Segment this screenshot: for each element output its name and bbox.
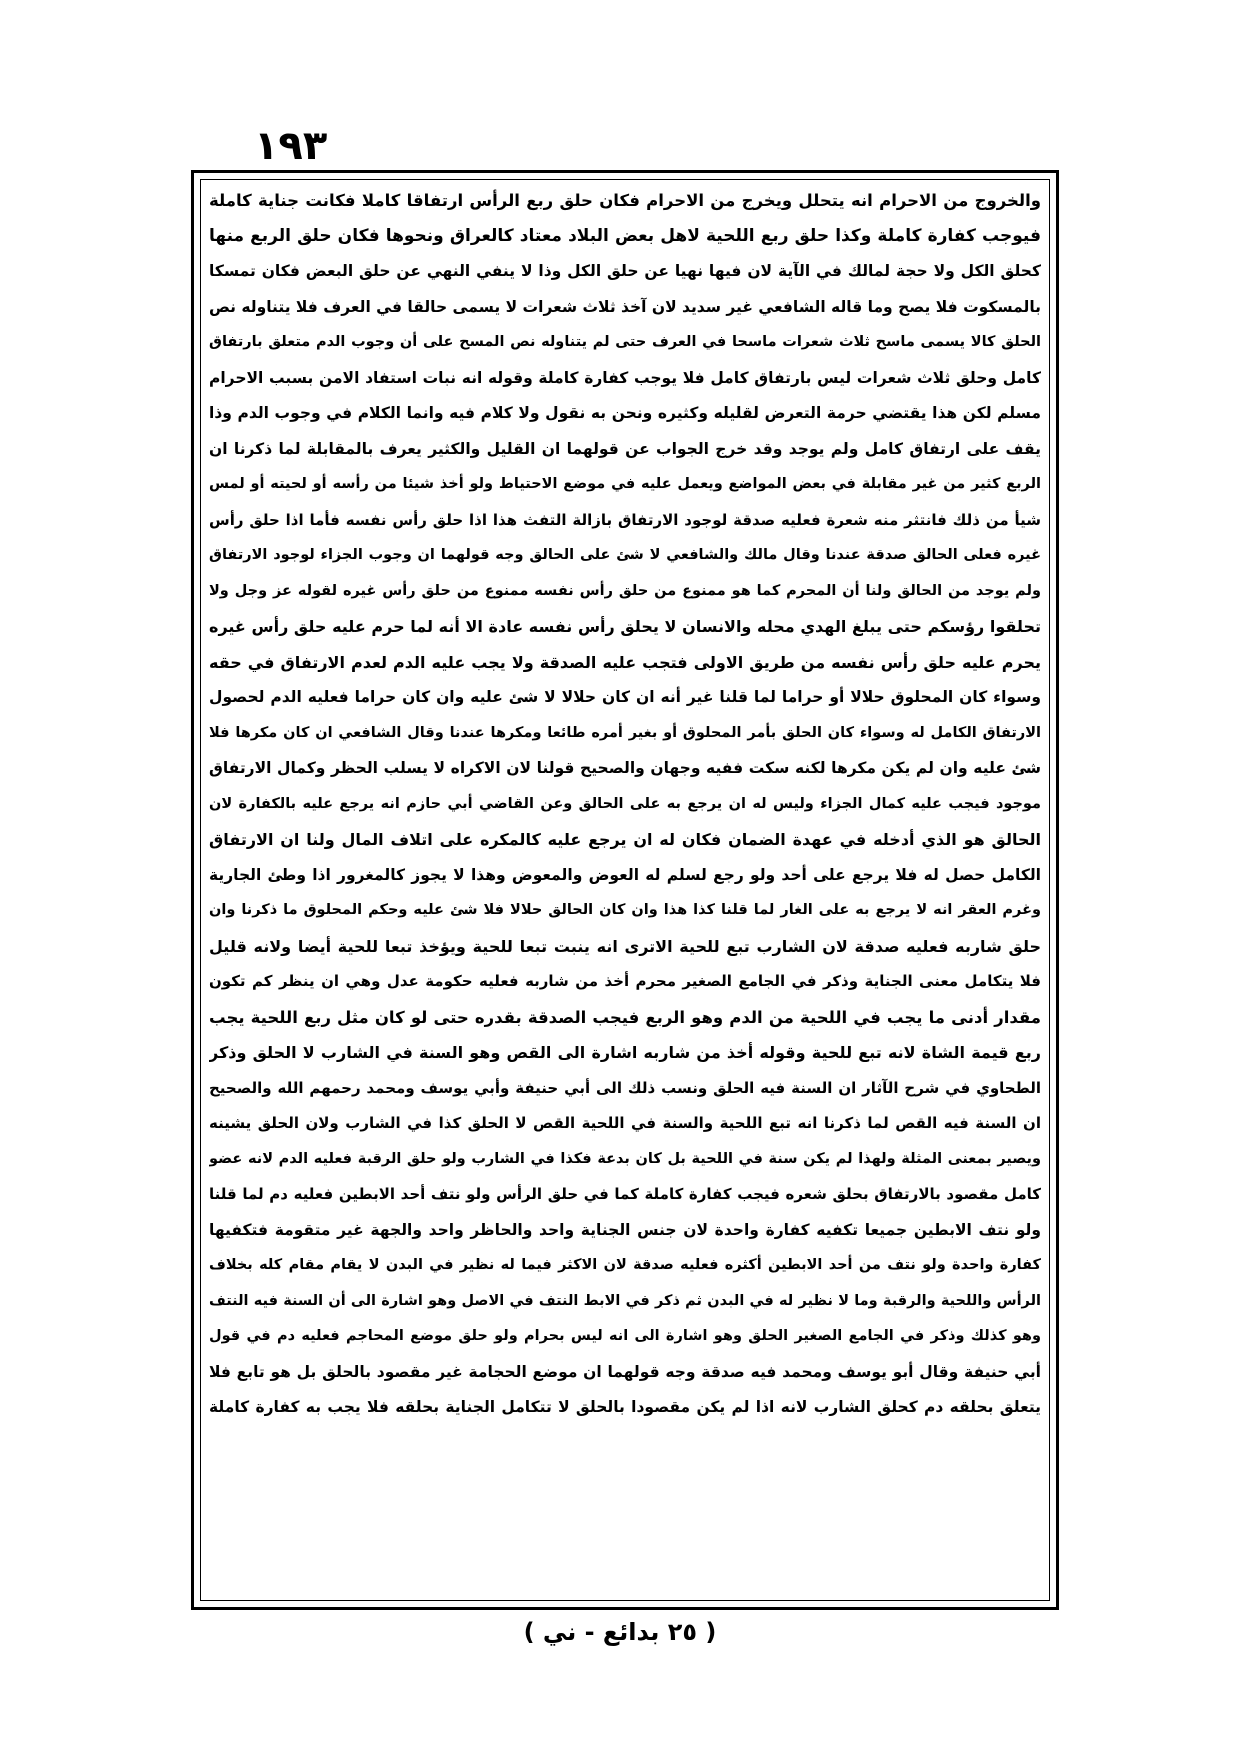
text-line: والخروج من الاحرام انه يتحلل ويخرج من الاحرام فكان حلق ربع الرأس ارتفاقا كاملا فكانت جناية كاملة xyxy=(209,191,1041,210)
text-line: الكامل حصل له فلا يرجع على أحد ولو رجع لسلم له العوض والمعوض وهذا لا يجوز كالمغرور اذا وطئ الجارية xyxy=(209,865,1041,884)
text-line: كامل مقصود بالارتفاق بحلق شعره فيجب كفارة كاملة كما في حلق الرأس ولو نتف أحد الابطين فعليه دم لما قلنا xyxy=(209,1185,1041,1203)
footer-signature: ( ٢٥ بدائع - ني ) xyxy=(523,1618,717,1646)
text-line: الطحاوي في شرح الآثار ان السنة فيه الحلق ونسب ذلك الى أبي حنيفة وأبي يوسف ومحمد رحمهم الله والصحيح xyxy=(209,1078,1041,1097)
text-line: حلق شاربه فعليه صدقة لان الشارب تبع للحية الاترى انه ينبت تبعا للحية ويؤخذ تبعا للحية أيضا ولانه قليل xyxy=(209,936,1041,956)
text-body xyxy=(209,183,1041,1426)
text-line: الارتفاق الكامل له وسواء كان الحلق بأمر المحلوق أو بغير أمره طائعا ومكرها عندنا وقال الشافعي ان كان مكرها فلا xyxy=(209,724,1041,741)
text-line: وسواء كان المحلوق حلالا أو حراما لما قلنا غير أنه ان كان حلالا لا شئ عليه وان كان حراما فعليه الدم لحصول xyxy=(209,688,1041,706)
text-line: بالمسكوت فلا يصح وما قاله الشافعي غير سديد لان آخذ ثلاث شعرات لا يسمى حالقا في العرف فلا يتناوله نص xyxy=(209,297,1041,316)
text-line: يتعلق بحلقه دم كحلق الشارب لانه اذا لم يكن مقصودا بالحلق لا تتكامل الجناية بحلقه فلا يجب به كفارة كاملة xyxy=(209,1398,1041,1416)
text-line: الربع كثير من غير مقابلة في بعض المواضع ويعمل عليه في موضع الاحتياط ولو أخذ شيئا من رأسه أو لحيته أو لمس xyxy=(209,476,1041,492)
text-line: شئ عليه وان لم يكن مكرها لكنه سكت ففيه وجهان والصحيح قولنا لان الاكراه لا يسلب الحظر وكمال الارتفاق xyxy=(209,759,1041,777)
text-line: ان السنة فيه القص لما ذكرنا انه تبع اللحية والسنة في اللحية القص لا الحلق كذا في الشارب ولان الحلق يشينه xyxy=(209,1114,1041,1132)
text-line: تحلقوا رؤسكم حتى يبلغ الهدي محله والانسان لا يحلق رأس نفسه عادة الا أنه لما حرم عليه حلق رأس غيره xyxy=(209,617,1041,636)
text-line: كفارة واحدة ولو نتف من أحد الابطين أكثره فعليه صدقة لان الاكثر فيما له نظير في البدن لا يقام مقام كله بخلاف xyxy=(209,1257,1041,1273)
text-line: يحرم عليه حلق رأس نفسه من طريق الاولى فتجب عليه الصدقة ولا يجب عليه الدم لعدم الارتفاق في حقه xyxy=(209,652,1041,672)
text-line: شيأ من ذلك فانتثر منه شعرة فعليه صدقة لوجود الارتفاق بازالة التفث هذا اذا حلق رأس نفسه فأما اذا حلق رأس xyxy=(209,510,1041,529)
text-line: وهو كذلك وذكر في الجامع الصغير الحلق وهو اشارة الى انه ليس بحرام ولو حلق موضع المحاجم فعليه دم في قول xyxy=(209,1328,1041,1344)
text-line: فلا يتكامل معنى الجناية وذكر في الجامع الصغير محرم أخذ من شاربه فعليه حكومة عدل وهي ان ينظر كم تكون xyxy=(209,972,1041,990)
text-line: فيوجب كفارة كاملة وكذا حلق ربع اللحية لاهل بعض البلاد معتاد كالعراق ونحوها فكان حلق الربع منها xyxy=(209,225,1041,246)
text-line: مسلم لكن هذا يقتضي حرمة التعرض لقليله وكثيره ونحن به نقول ولا كلام فيه وانما الكلام في وجوب الدم وذا xyxy=(209,404,1041,422)
page-border-inner xyxy=(200,179,1050,1601)
text-line: الحالق هو الذي أدخله في عهدة الضمان فكان له ان يرجع عليه كالمكره على اتلاف المال ولنا ان الارتفاق xyxy=(209,830,1041,849)
text-line: ولم يوجد من الحالق ولنا أن المحرم كما هو ممنوع من حلق رأس نفسه ممنوع من حلق رأس غيره لقوله عز وجل ولا xyxy=(209,582,1041,599)
text-line: ويصير بمعنى المثلة ولهذا لم يكن سنة في اللحية بل كان بدعة فكذا في الشارب ولو حلق الرقبة فعليه الدم لانه عضو xyxy=(209,1150,1041,1167)
text-line: ولو نتف الابطين جميعا تكفيه كفارة واحدة لان جنس الجناية واحد والحاظر واحد والجهة غير متقومة فتكفيها xyxy=(209,1220,1041,1239)
text-line: يقف على ارتفاق كامل ولم يوجد وقد خرج الجواب عن قولهما ان القليل والكثير يعرف بالمقابلة لما ذكرنا ان xyxy=(209,439,1041,458)
text-line: الرأس واللحية والرقبة وما لا نظير له في البدن ثم ذكر في الابط النتف في الاصل وهو اشارة الى أن السنة فيه النتف xyxy=(209,1292,1041,1309)
text-line: الحلق كالا يسمى ماسح ثلاث شعرات ماسحا في العرف حتى لم يتناوله نص المسح على أن وجوب الدم متعلق بارتفاق xyxy=(209,334,1041,350)
text-line: مقدار أدنى ما يجب في اللحية من الدم وهو الربع فيجب الصدقة بقدره حتى لو كان مثل ربع اللحية يجب xyxy=(209,1007,1041,1027)
page-number: ١٩٣ xyxy=(254,123,328,169)
text-line: ربع قيمة الشاة لانه تبع للحية وقوله أخذ من شاربه اشارة الى القص وهو السنة في الشارب لا الحلق وذكر xyxy=(209,1043,1041,1062)
page-border-outer xyxy=(191,170,1059,1610)
text-line: كامل وحلق ثلاث شعرات ليس بارتفاق كامل فلا يوجب كفارة كاملة وقوله انه نبات استفاد الامن بسبب الاحرام xyxy=(209,368,1041,387)
text-line: كحلق الكل ولا حجة لمالك في الآية لان فيها نهيا عن حلق الكل وذا لا ينفي النهي عن حلق البعض فكان تمسكا xyxy=(209,262,1041,280)
text-line: وغرم العقر انه لا يرجع به على الغار لما قلنا كذا هذا وان كان الحالق حلالا فلا شئ عليه وحكم المحلوق ما ذكرنا وان xyxy=(209,902,1041,918)
text-line: موجود فيجب عليه كمال الجزاء وليس له ان يرجع به على الحالق وعن القاضي أبي حازم انه يرجع عليه بالكفارة لان xyxy=(209,795,1041,812)
text-line: أبي حنيفة وقال أبو يوسف ومحمد فيه صدقة وجه قولهما ان موضع الحجامة غير مقصود بالحلق بل هو تابع فلا xyxy=(209,1362,1041,1381)
text-line: غيره فعلى الحالق صدقة عندنا وقال مالك والشافعي لا شئ على الحالق وجه قولهما ان وجوب الجزاء لوجود الارتفاق xyxy=(209,547,1041,563)
